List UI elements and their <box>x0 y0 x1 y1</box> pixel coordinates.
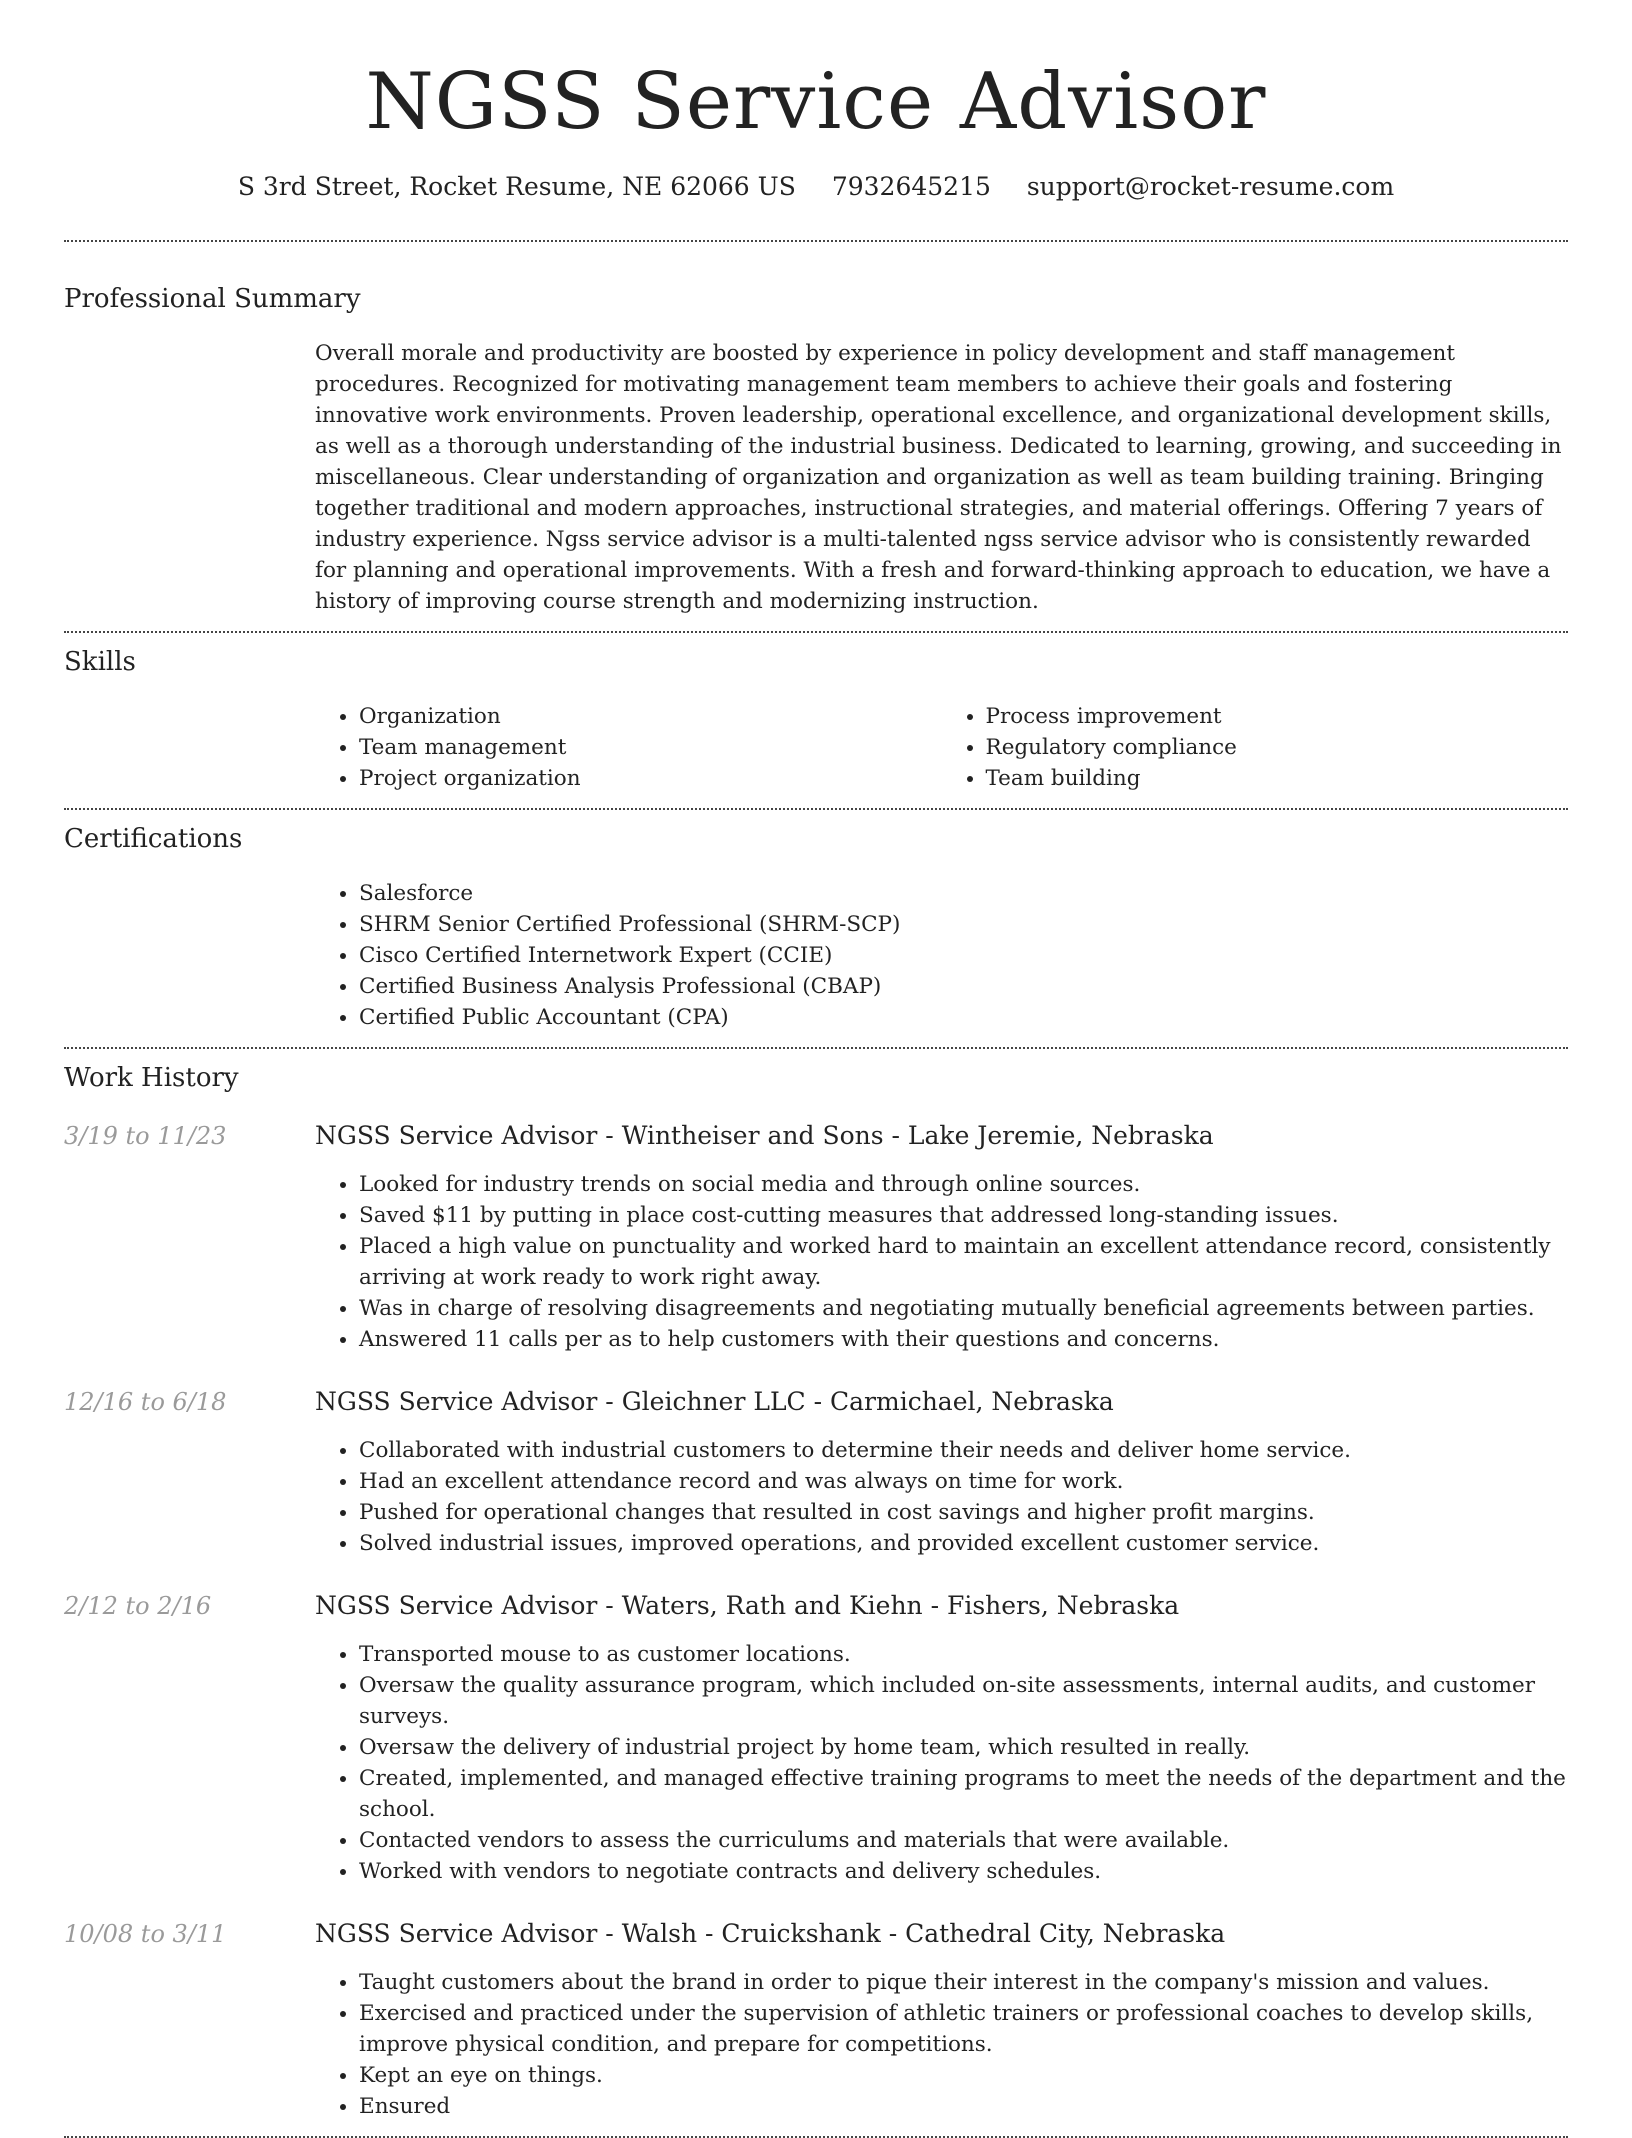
job-bullets <box>315 1435 1568 1559</box>
list-item: • Certified Business Analysis Professional (CBAP) <box>359 971 1568 1002</box>
job-body <box>315 1169 1568 1355</box>
job-entry <box>64 1385 1568 1559</box>
list-item: • Cisco Certified Internetwork Expert (CCIE) <box>359 940 1568 971</box>
job-body <box>315 1967 1568 2122</box>
job-dates: 10/08 to 3/11 <box>64 1920 227 1948</box>
skills-list-left <box>315 701 942 794</box>
job-bullets <box>315 1967 1568 2122</box>
list-item: • Created, implemented, and managed effective training programs to meet the needs of the department and the school. <box>359 1763 1568 1825</box>
summary-body <box>315 338 1568 617</box>
list-item: • Salesforce <box>359 878 1568 909</box>
candidate-name: NGSS Service Advisor <box>365 57 1267 147</box>
list-item: • Contacted vendors to assess the curriculums and materials that were available. <box>359 1825 1568 1856</box>
list-item: • SHRM Senior Certified Professional (SHRM-SCP) <box>359 909 1568 940</box>
job-header <box>64 1385 1568 1419</box>
list-item: • Saved $11 by putting in place cost-cutting measures that addressed long-standing issues. <box>359 1200 1568 1231</box>
job-dates: 12/16 to 6/18 <box>64 1388 227 1416</box>
email: support@rocket-resume.com <box>1026 172 1395 201</box>
section-title: Work History <box>64 1063 239 1093</box>
job-body <box>315 1435 1568 1559</box>
contact-line <box>64 170 1568 204</box>
section-skills <box>64 633 1568 810</box>
phone: 7932645215 <box>831 172 991 201</box>
section-work-history <box>64 1049 1568 2138</box>
list-item: • Worked with vendors to negotiate contracts and delivery schedules. <box>359 1856 1568 1887</box>
list-item: • Pushed for operational changes that resulted in cost savings and higher profit margins. <box>359 1497 1568 1528</box>
list-item: • Oversaw the delivery of industrial project by home team, which resulted in really. <box>359 1732 1568 1763</box>
list-item: • Exercised and practiced under the supervision of athletic trainers or professional coaches to develop skills, improve physical condition, and prepare for competitions. <box>359 1998 1568 2060</box>
section-title: Professional Summary <box>64 284 361 314</box>
list-item: • Solved industrial issues, improved operations, and provided excellent customer service. <box>359 1528 1568 1559</box>
list-item: • Answered 11 calls per as to help customers with their questions and concerns. <box>359 1324 1568 1355</box>
job-bullets <box>315 1169 1568 1355</box>
list-item: • Process improvement <box>986 701 1569 732</box>
list-item: • Looked for industry trends on social media and through online sources. <box>359 1169 1568 1200</box>
job-dates: 3/19 to 11/23 <box>64 1122 227 1150</box>
job-title: NGSS Service Advisor - Wintheiser and Sons - Lake Jeremie, Nebraska <box>315 1121 1214 1150</box>
list-item: • Collaborated with industrial customers to determine their needs and deliver home service. <box>359 1435 1568 1466</box>
job-entry <box>64 1119 1568 1355</box>
section-professional-summary <box>64 242 1568 633</box>
job-header <box>64 1119 1568 1153</box>
job-dates: 2/12 to 2/16 <box>64 1592 212 1620</box>
job-title: NGSS Service Advisor - Gleichner LLC - Carmichael, Nebraska <box>315 1387 1114 1416</box>
job-entry <box>64 1917 1568 2122</box>
section-certifications <box>64 810 1568 1049</box>
section-title: Certifications <box>64 824 243 854</box>
list-item: • Ensured <box>359 2091 1568 2122</box>
list-item: • Had an excellent attendance record and was always on time for work. <box>359 1466 1568 1497</box>
summary-text: Overall morale and productivity are boosted by experience in policy development and staff management procedures. Recognized for motivating management team members to achieve their goals and fostering innovative work environments. Proven leadership, operational excellence, and organizational development skills, as well as a thorough understanding of the industrial business. Dedicated to learning, growing, and succeeding in miscellaneous. Clear understanding of organization and organization as well as team building training. Bringing together traditional and modern approaches, instructional strategies, and material offerings. Offering 7 years of industry experience. Ngss service advisor is a multi-talented ngss service advisor who is consistently rewarded for planning and operational improvements. With a fresh and forward-thinking approach to education, we have a history of improving course strength and modernizing instruction. <box>315 341 1562 614</box>
list-item: • Taught customers about the brand in order to pique their interest in the company's mission and values. <box>359 1967 1568 1998</box>
list-item: • Regulatory compliance <box>986 732 1569 763</box>
list-item: • Transported mouse to as customer locations. <box>359 1639 1568 1670</box>
list-item: • Project organization <box>359 763 942 794</box>
resume-header <box>64 0 1568 204</box>
section-title: Skills <box>64 647 136 677</box>
list-item: • Was in charge of resolving disagreements and negotiating mutually beneficial agreements between parties. <box>359 1293 1568 1324</box>
list-item: • Team management <box>359 732 942 763</box>
certifications-list <box>315 878 1568 1033</box>
job-entry <box>64 1589 1568 1887</box>
list-item: • Oversaw the quality assurance program, which included on-site assessments, internal audits, and customer surveys. <box>359 1670 1568 1732</box>
skills-list-right <box>942 701 1569 794</box>
skills-grid <box>315 701 1568 794</box>
list-item: • Certified Public Accountant (CPA) <box>359 1002 1568 1033</box>
job-title: NGSS Service Advisor - Waters, Rath and Kiehn - Fishers, Nebraska <box>315 1591 1180 1620</box>
address: S 3rd Street, Rocket Resume, NE 62066 US <box>237 172 796 201</box>
job-header <box>64 1589 1568 1623</box>
job-header <box>64 1917 1568 1951</box>
certifications-body <box>315 878 1568 1033</box>
list-item: • Organization <box>359 701 942 732</box>
list-item: • Team building <box>986 763 1569 794</box>
list-item: • Kept an eye on things. <box>359 2060 1568 2091</box>
list-item: • Placed a high value on punctuality and worked hard to maintain an excellent attendance record, consistently arriving at work ready to work right away. <box>359 1231 1568 1293</box>
job-bullets <box>315 1639 1568 1887</box>
job-title: NGSS Service Advisor - Walsh - Cruickshank - Cathedral City, Nebraska <box>315 1919 1226 1948</box>
job-body <box>315 1639 1568 1887</box>
